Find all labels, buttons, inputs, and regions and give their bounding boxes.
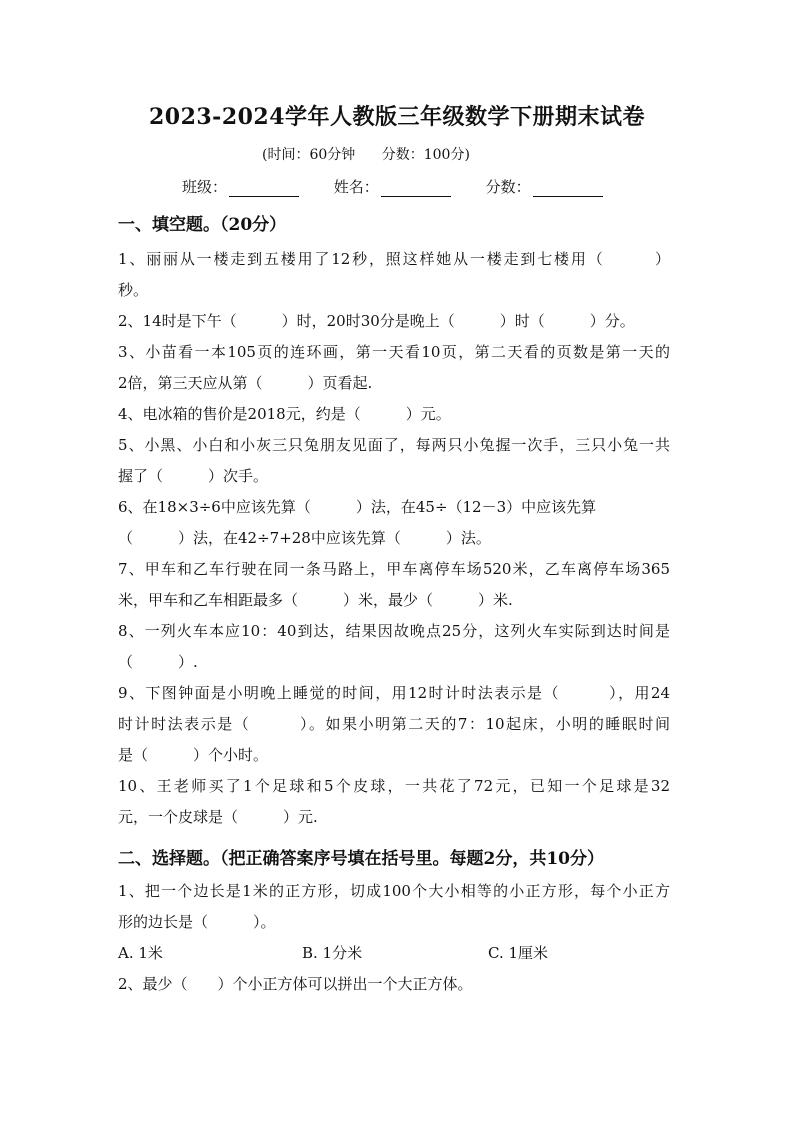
question-line: 米，甲车和乙车相距最多（ ）米，最少（ ）米. — [118, 591, 513, 609]
exam-meta — [262, 144, 492, 164]
name-label: 姓名： — [333, 178, 379, 196]
question-line: 元，一个皮球是（ ）元. — [118, 808, 318, 826]
question-line: 1、丽丽从一楼走到五楼用了12秒，照这样她从一楼走到七楼用（ ） — [118, 250, 670, 268]
option-c: C. 1厘米 — [488, 944, 549, 962]
question-line: 10、王老师买了1个足球和5个皮球，一共花了72元，已知一个足球是32 — [118, 777, 670, 795]
question-line: （ ）法，在42÷7+28中应该先算（ ）法。 — [118, 529, 491, 547]
question-line: 秒。 — [118, 281, 149, 299]
name-blank[interactable] — [381, 182, 451, 197]
question-line: 9、下图钟面是小明晚上睡觉的时间，用12时计时法表示是（ ），用24 — [118, 684, 670, 702]
question-line: 8、一列火车本应10：40到达，结果因故晚点25分，这列火车实际到达时间是 — [118, 622, 670, 640]
score-label: 分数： — [485, 178, 531, 196]
question-line: 是（ ）个小时。 — [118, 746, 269, 764]
exam-total-score: 分数：100分) — [381, 147, 470, 163]
question-line: 6、在18×3÷6中应该先算（ ）法，在45÷（12－3）中应该先算 — [118, 498, 597, 516]
question-line: 2、14时是下午（ ）时，20时30分是晚上（ ）时（ ）分。 — [118, 312, 635, 330]
score-blank[interactable] — [533, 182, 603, 197]
question-line: 形的边长是（ ）。 — [118, 913, 276, 931]
question-line: 4、电冰箱的售价是2018元，约是（ ）元。 — [118, 405, 451, 423]
student-info-row — [182, 176, 633, 197]
question-line: 2倍，第三天应从第（ ）页看起. — [118, 374, 373, 392]
question-line: 2、最少（ ）个小正方体可以拼出一个大正方体。 — [118, 975, 473, 993]
class-label: 班级： — [182, 178, 228, 196]
exam-time: (时间：60分钟 — [262, 147, 356, 163]
score-field — [486, 176, 603, 197]
question-line: 3、小苗看一本105页的连环画，第一天看10页，第二天看的页数是第一天的 — [118, 343, 670, 361]
section-1-heading: 一、填空题。（20分） — [118, 215, 287, 235]
page-title: 2023-2024学年人教版三年级数学下册期末试卷 — [148, 104, 646, 130]
class-blank[interactable] — [229, 182, 299, 197]
question-line: 7、甲车和乙车行驶在同一条马路上，甲车离停车场520米，乙车离停车场365 — [118, 560, 670, 578]
name-field — [334, 176, 451, 197]
class-field — [182, 176, 299, 197]
question-line: 时计时法表示是（ ）。如果小明第二天的7：10起床，小明的睡眠时间 — [118, 715, 670, 733]
section-2-heading: 二、选择题。（把正确答案序号填在括号里。每题2分，共10分） — [118, 849, 604, 869]
question-line: （ ）. — [118, 653, 198, 671]
option-b: B. 1分米 — [302, 944, 363, 962]
question-line: 5、小黑、小白和小灰三只兔朋友见面了，每两只小兔握一次手，三只小兔一共 — [118, 436, 670, 454]
question-line: 1、把一个边长是1米的正方形，切成100个大小相等的小正方形，每个小正方 — [118, 882, 670, 900]
question-line: 握了（ ）次手。 — [118, 467, 269, 485]
option-a: A. 1米 — [118, 944, 163, 962]
